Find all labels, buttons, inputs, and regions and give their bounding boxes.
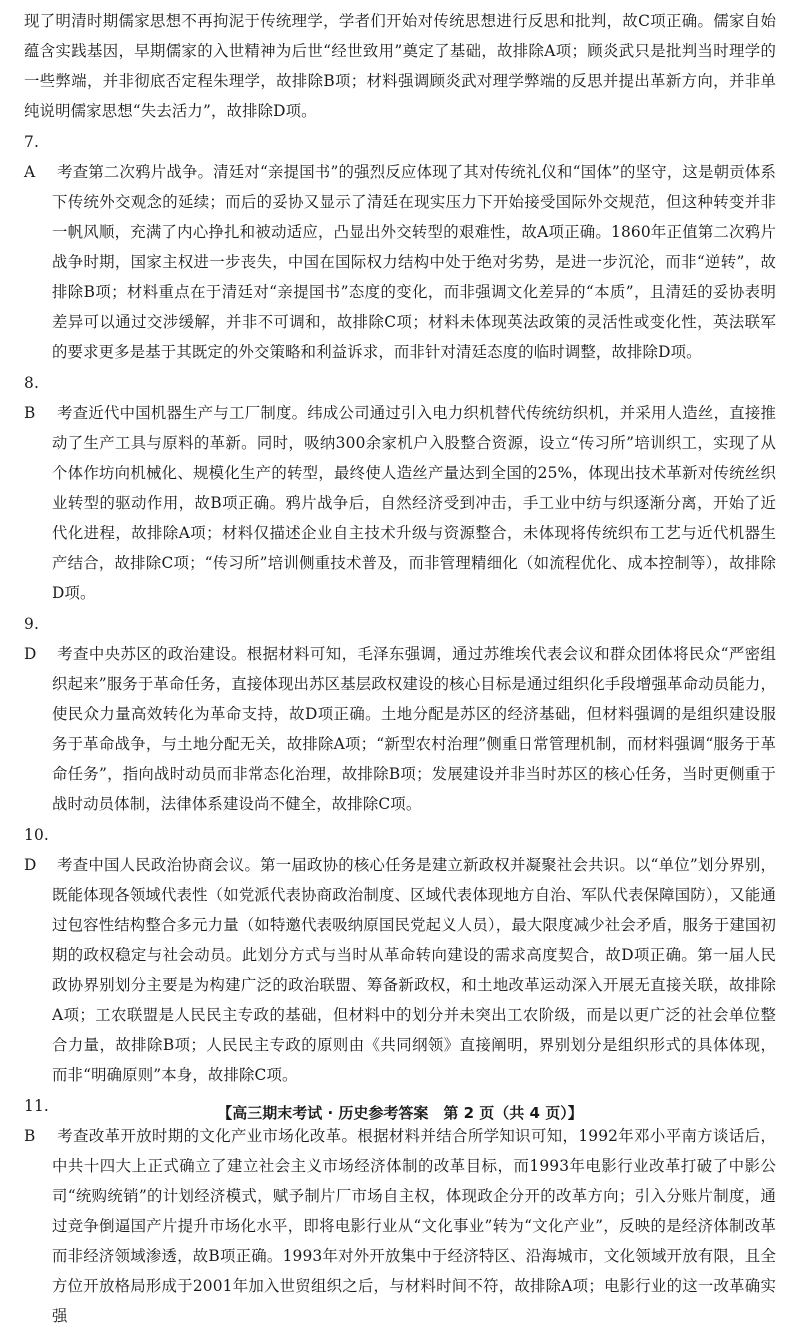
page-footer: 【高三期末考试 · 历史参考答案 第 2 页（共 4 页）】	[217, 1104, 583, 1122]
item-text: 考查中国人民政治协商会议。第一届政协的核心任务是建立新政权并凝聚社会共识。以“单位”划分界别，既能体现各领域代表性（如党派代表协商政治制度、区域代表体现地方自治、军队代表保障国防），又能通过包容性结构整合多元力量（如特邀代表吸纳原国民党起义人员），最大限度减少社会矛盾，服务于建国初期的政权稳定与社会动员。此划分方式与当时从革命转向建设的需求高度契合，故D项正确。第一届人民政协界别划分主要是为构建广泛的政治联盟、筹备新政权，和土地改革运动深入开展无直接关联，故排除A项；工农联盟是人民民主专政的基础，但材料中的划分并未突出工农阶级，而是以更广泛的社会单位整合力量，故排除B项；人民民主专政的原则由《共同纲领》直接阐明，界别划分是组织形式的具体体现，而非“明确原则”本身，故排除C项。	[52, 856, 776, 1084]
answer-item-11	[24, 1091, 776, 1331]
item-number: 8. B	[24, 374, 39, 422]
item-text: 考查改革开放时期的文化产业市场化改革。根据材料并结合所学知识可知，1992年邓小平南方谈话后，中共十四大上正式确立了建立社会主义市场经济体制的改革目标，而1993年电影行业改革打破了中影公司“统购统销”的计划经济模式，赋予制片厂市场自主权，体现政企分开的改革方向；引入分账片制度，通过竞争倒逼国产片提升市场化水平，即将电影行业从“文化事业”转为“文化产业”，反映的是经济体制改革而非经济领域渗透，故B项正确。1993年对外开放集中于经济特区、沿海城市，文化领域开放有限，且全方位开放格局形成于2001年加入世贸组织之后，与材料时间不符，故排除A项；电影行业的这一改革确实强	[52, 1127, 777, 1325]
item-text: 考查中央苏区的政治建设。根据材料可知，毛泽东强调，通过苏维埃代表会议和群众团体将民众“严密组织起来”服务于革命任务，直接体现出苏区基层政权建设的核心目标是通过组织化手段增强革命动员能力，使民众力量高效转化为革命支持，故D项正确。土地分配是苏区的经济基础，但材料强调的是组织建设服务于革命战争，与土地分配无关，故排除A项；“新型农村治理”侧重日常管理机制，而材料强调“服务于革命任务”，指向战时动员而非常态化治理，故排除B项；发展建设并非当时苏区的核心任务，当时更侧重于战时动员体制，法律体系建设尚不健全，故排除C项。	[52, 645, 776, 813]
item-text: 考查近代中国机器生产与工厂制度。纬成公司通过引入电力织机替代传统纺织机，并采用人造丝，直接推动了生产工具与原料的革新。同时，吸纳300余家机户入股整合资源，设立“传习所”培训织工，实现了从个体作坊向机械化、规模化生产的转型，最终使人造丝产量达到全国的25%，体现出技术革新对传统丝织业转型的驱动作用，故B项正确。鸦片战争后，自然经济受到冲击，手工业中纺与织逐渐分离，开始了近代化进程，故排除A项；材料仅描述企业自主技术升级与资源整合，未体现将传统织布工艺与近代机器生产结合，故排除C项；“传习所”培训侧重技术普及，而非管理精细化（如流程优化、成本控制等），故排除D项。	[52, 404, 776, 602]
item-number: 9. D	[24, 615, 39, 663]
item-number: 11. B	[24, 1097, 49, 1145]
answer-item-9	[24, 609, 776, 819]
answer-item-8	[24, 368, 776, 608]
answer-item-10	[24, 820, 776, 1090]
answer-content	[24, 6, 776, 1332]
answer-item-7	[24, 127, 776, 367]
paragraph-text: 现了明清时期儒家思想不再拘泥于传统理学，学者们开始对传统思想进行反思和批判，故C项正确。儒家自始蕴含实践基因，早期儒家的入世精神为后世“经世致用”奠定了基础，故排除A项；顾炎武只是批判当时理学的一些弊端，并非彻底否定程朱理学，故排除B项；材料强调顾炎武对理学弊端的反思并提出革新方向，并非单纯说明儒家思想“失去活力”，故排除D项。	[24, 12, 776, 120]
item-number: 10. D	[24, 826, 49, 874]
continued-explanation	[24, 6, 776, 126]
item-number: 7. A	[24, 133, 39, 181]
item-text: 考查第二次鸦片战争。清廷对“亲提国书”的强烈反应体现了其对传统礼仪和“国体”的坚守，这是朝贡体系下传统外交观念的延续；而后的妥协又显示了清廷在现实压力下开始接受国际外交规范，但这种转变并非一帆风顺，充满了内心挣扎和被动适应，凸显出外交转型的艰难性，故A项正确。1860年正值第二次鸦片战争时期，国家主权进一步丧失，中国在国际权力结构中处于绝对劣势，是进一步沉沦，而非“逆转”，故排除B项；材料重点在于清廷对“亲提国书”态度的变化，而非强调文化差异的“本质”，且清廷的妥协表明差异可以通过交涉缓解，并非不可调和，故排除C项；材料未体现英法政策的灵活性或变化性，英法联军的要求更多是基于其既定的外交策略和利益诉求，而非针对清廷态度的临时调整，故排除D项。	[52, 163, 776, 361]
